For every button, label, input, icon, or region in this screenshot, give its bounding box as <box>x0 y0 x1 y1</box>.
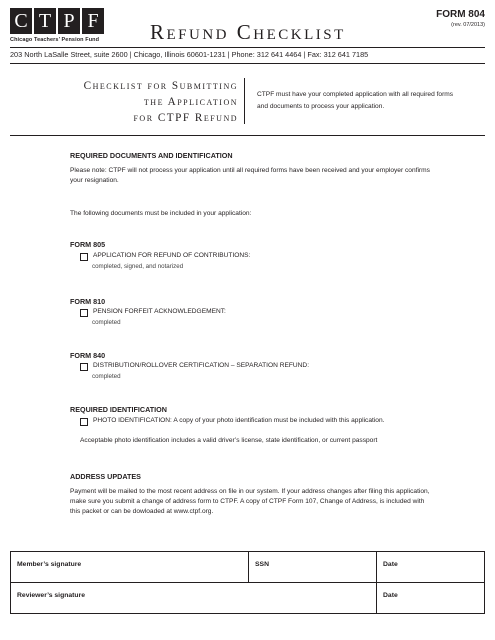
signature-row <box>11 583 485 614</box>
address-updates-text: Payment will be mailed to the most recent address on file in our system. If your address changes after filing this application, make sure you submit a change of address form to CTPF. A copy of CTPF Form 107, Change of Address, is included with this packet or can be dowloaded at www.ctpf.org. <box>70 488 430 515</box>
checklist-heading-line: the Application <box>143 96 238 108</box>
form-840-label: DISTRIBUTION/ROLLOVER CERTIFICATION – SEPARATION REFUND: <box>93 362 310 369</box>
required-docs-lead: The following documents must be included in your application: <box>70 210 252 217</box>
signature-table <box>10 551 485 614</box>
required-id-heading: REQUIRED IDENTIFICATION <box>70 405 167 414</box>
logo-letter: P <box>58 8 80 34</box>
form-805-item[interactable] <box>80 252 250 261</box>
required-docs-heading: REQUIRED DOCUMENTS AND IDENTIFICATION <box>70 151 233 160</box>
contact-address: 203 North LaSalle Street, suite 2600 | Chicago, Illinois 60601-1231 | Phone: 312 641 4464 | Fax: 312 641 7185 <box>10 50 369 59</box>
form-number: FORM 804 <box>436 9 485 20</box>
form-810-detail: completed <box>92 319 121 326</box>
reviewer-signature-field[interactable]: Reviewer’s signature <box>11 583 377 614</box>
address-updates-heading: ADDRESS UPDATES <box>70 472 141 481</box>
form-revision: (rev. 07/2013) <box>451 22 485 28</box>
form-805-detail: completed, signed, and notarized <box>92 263 184 270</box>
page-title: Refund Checklist <box>150 20 346 44</box>
form-805-label: APPLICATION FOR REFUND OF CONTRIBUTIONS: <box>93 252 251 259</box>
form-810-item[interactable] <box>80 308 226 317</box>
divider <box>10 47 485 48</box>
divider <box>10 135 485 136</box>
accepted-id-text: Acceptable photo identification includes a valid driver’s license, state identification, or current passport <box>80 437 378 444</box>
checkbox[interactable] <box>80 363 88 371</box>
intro-text: CTPF must have your completed application with all required forms and documents to process your application. <box>257 91 454 110</box>
signature-row <box>11 552 485 583</box>
member-date-field[interactable]: Date <box>377 552 485 583</box>
form-840-heading: FORM 840 <box>70 351 106 360</box>
logo-letter: F <box>82 8 104 34</box>
form-810-label: PENSION FORFEIT ACKNOWLEDGEMENT: <box>93 308 226 315</box>
checkbox[interactable] <box>80 253 88 261</box>
checkbox[interactable] <box>80 309 88 317</box>
logo-letter: T <box>34 8 56 34</box>
photo-id-item[interactable] <box>80 417 470 426</box>
required-docs-note: Please note: CTPF will not process your application until all required forms have been received and your employer confirms your resignation. <box>70 167 430 184</box>
form-840-detail: completed <box>92 373 121 380</box>
form-810-heading: FORM 810 <box>70 297 106 306</box>
ctpf-logo <box>10 8 104 34</box>
reviewer-date-field[interactable]: Date <box>377 583 485 614</box>
divider <box>10 63 485 64</box>
checkbox[interactable] <box>80 418 88 426</box>
vertical-divider <box>244 78 245 124</box>
form-840-item[interactable] <box>80 362 309 371</box>
ssn-field[interactable]: SSN <box>249 552 377 583</box>
member-signature-field[interactable]: Member’s signature <box>11 552 249 583</box>
checklist-heading <box>48 78 238 126</box>
photo-id-label: PHOTO IDENTIFICATION: A copy of your photo identification must be included with this application. <box>93 417 385 424</box>
form-805-heading: FORM 805 <box>70 240 106 249</box>
checklist-heading-line: Checklist for Submitting <box>83 80 238 92</box>
checklist-heading-line: for CTPF Refund <box>133 112 238 124</box>
logo-letter: C <box>10 8 32 34</box>
logo-caption: Chicago Teachers’ Pension Fund <box>10 37 100 43</box>
